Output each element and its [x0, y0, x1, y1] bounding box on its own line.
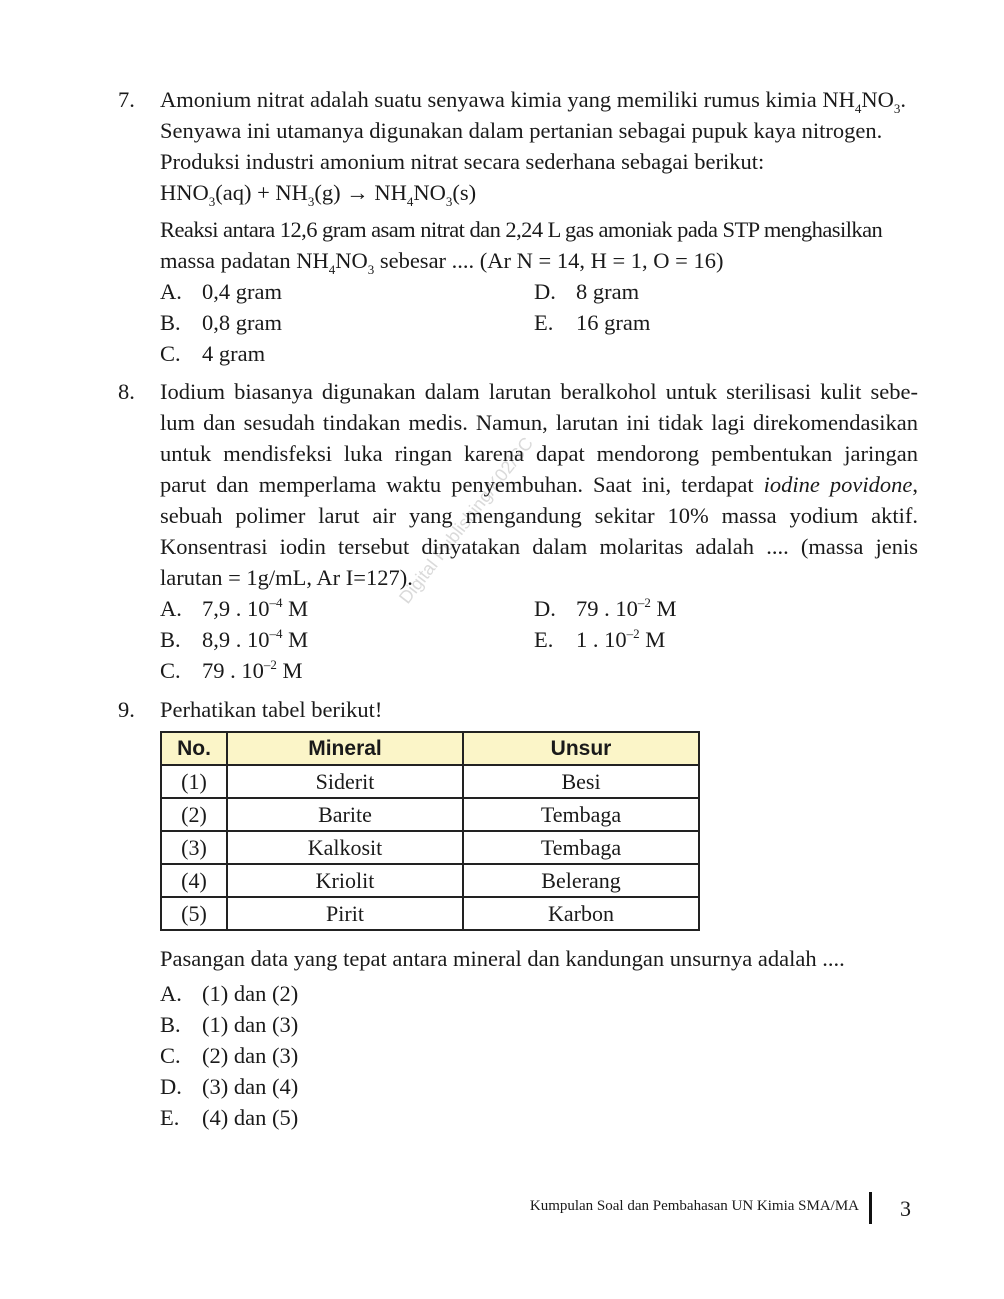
option-c[interactable]: C. (2) dan (3) [160, 1043, 299, 1068]
table-cell: Tembaga [463, 831, 699, 864]
page-number: 3 [900, 1196, 911, 1221]
answer-options [160, 978, 918, 1133]
answer-options [160, 593, 918, 686]
reaction-equation: $HNO_3(aq) + NH_3(g) \to NH_4NO_3(s)$ [160, 180, 477, 209]
table-cell: Pirit [227, 897, 463, 930]
option-row: C. 79 . $10^{-2}$ M [160, 657, 303, 683]
answer-options [160, 276, 918, 369]
table-row [161, 798, 699, 831]
table-header: Mineral [227, 732, 463, 765]
table-cell: Siderit [227, 765, 463, 798]
question-9 [118, 694, 918, 1133]
question-number: 9. [118, 697, 135, 722]
table-cell: Besi [463, 765, 699, 798]
table-cell: Karbon [463, 897, 699, 930]
question-text-line: Senyawa ini utamanya digunakan dalam pertanian sebagai pupuk kaya nitrogen. [160, 118, 883, 143]
table-header-row [161, 732, 699, 765]
table-row [161, 765, 699, 798]
question-number: 8. [118, 379, 135, 404]
option-e[interactable]: E. (4) dan (5) [160, 1105, 299, 1130]
table-cell: Tembaga [463, 798, 699, 831]
footer-title: Kumpulan Soal dan Pembahasan UN Kimia SMA/MA [529, 1198, 859, 1214]
table-header: Unsur [463, 732, 699, 765]
question-7 [118, 84, 918, 369]
table-cell: Kalkosit [227, 831, 463, 864]
table-row [161, 864, 699, 897]
question-text-line: Produksi industri amonium nitrat secara sederhana sebagai berikut: [160, 149, 765, 174]
option-b[interactable]: B. (1) dan (3) [160, 1012, 299, 1037]
table-row [161, 831, 699, 864]
question-text-line: lum dan sesudah tindakan medis. Namun, larutan ini tidak lagi direkomendasikan [160, 410, 918, 435]
option-row: A. 7,9 . $10^{-4}$ M D. 79 . $10^{-2}$ M [160, 595, 677, 621]
option-row: B. 0,8 gram E. 16 gram [160, 310, 651, 335]
table-row [161, 897, 699, 930]
question-8 [118, 376, 918, 686]
option-a[interactable]: A. (1) dan (2) [160, 981, 299, 1006]
table-cell: (5) [161, 897, 227, 930]
question-text-line: untuk mendisfeksi luka ringan karena dapat mendorong pembentukan jaringan [160, 441, 918, 466]
footer-divider [869, 1192, 872, 1224]
question-text-line: Pasangan data yang tepat antara mineral dan kandungan unsurnya adalah .... [160, 946, 845, 971]
question-text-line: Amonium nitrat adalah suatu senyawa kimia yang memiliki rumus kimia $NH_4NO_3$. [160, 87, 906, 116]
option-row: A. 0,4 gram D. 8 gram [160, 279, 640, 304]
mineral-table [160, 731, 700, 931]
table-cell: (1) [161, 765, 227, 798]
table-cell: Barite [227, 798, 463, 831]
question-number: 7. [118, 87, 135, 112]
question-text-line: parut dan memperlama waktu penyembuhan. Saat ini, terdapat iodine povidone, [160, 472, 919, 497]
question-text-line: Reaksi antara 12,6 gram asam nitrat dan 2,24 L gas amoniak pada STP menghasilkan [160, 217, 883, 242]
option-row: B. 8,9 . $10^{-4}$ M E. 1 . $10^{-2}$ M [160, 626, 666, 652]
table-header: No. [161, 732, 227, 765]
question-intro: Perhatikan tabel berikut! [160, 697, 383, 722]
table-cell: (2) [161, 798, 227, 831]
table-cell: (3) [161, 831, 227, 864]
option-d[interactable]: D. (3) dan (4) [160, 1074, 299, 1099]
table-cell: (4) [161, 864, 227, 897]
table-cell: Belerang [463, 864, 699, 897]
option-row: C. 4 gram [160, 341, 266, 366]
question-text-line: Iodium biasanya digunakan dalam larutan beralkohol untuk sterilisasi kulit sebe- [160, 379, 918, 404]
question-text-line: Konsentrasi iodin tersebut dinyatakan dalam molaritas adalah .... (massa jenis [160, 534, 918, 559]
table-cell: Kriolit [227, 864, 463, 897]
watermark: Digital Publishing/K02/SC [395, 433, 538, 608]
question-text-line: massa padatan $NH_4NO_3$ sebesar .... (Ar N = 14, H = 1, O = 16) [160, 248, 724, 277]
question-text-line: larutan = 1g/mL, Ar I=127). [160, 565, 413, 590]
question-text-line: sebuah polimer larut air yang mengandung sekitar 10% massa yodium aktif. [160, 503, 918, 528]
